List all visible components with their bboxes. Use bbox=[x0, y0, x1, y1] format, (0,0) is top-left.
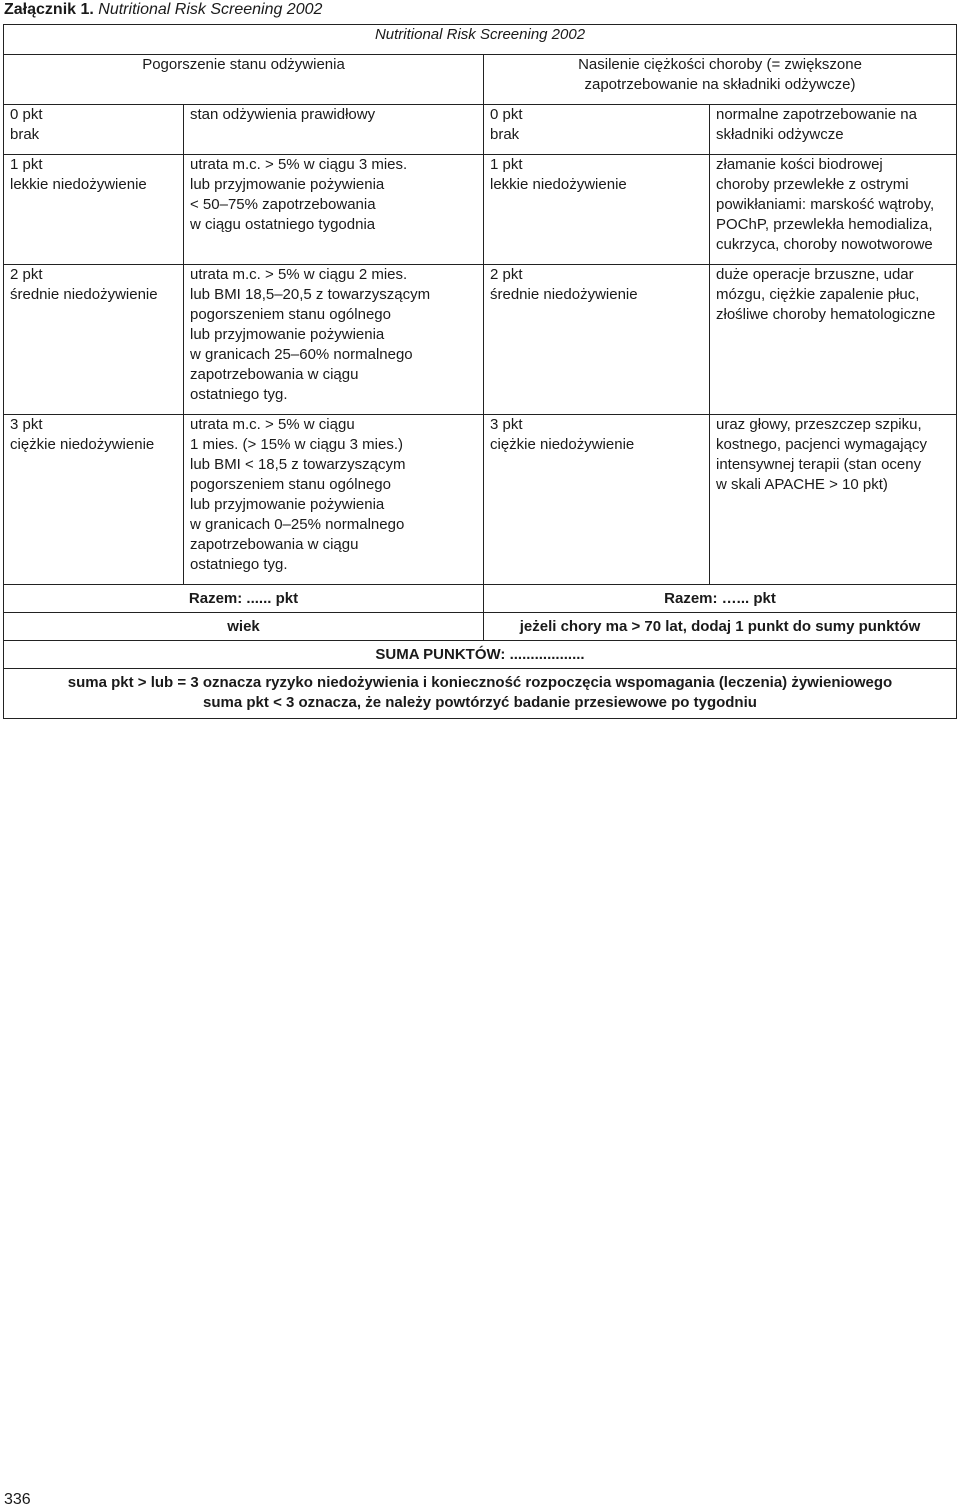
left-desc-1: utrata m.c. > 5% w ciągu 3 mies. lub przyjmowanie pożywienia < 50–75% zapotrzebowania w ciągu ostatniego tygodnia bbox=[184, 155, 484, 265]
age-label: wiek bbox=[4, 613, 484, 641]
caption-title: Nutritional Risk Screening 2002 bbox=[98, 1, 323, 18]
left-score-3: 3 pkt ciężkie niedożywienie bbox=[4, 415, 184, 585]
page-number: 336 bbox=[4, 1491, 31, 1508]
left-desc-0: stan odżywienia prawidłowy bbox=[184, 105, 484, 155]
conclusion-line-2: suma pkt < 3 oznacza, że należy powtórzyć badanie przesiewowe po tygodniu bbox=[203, 694, 757, 711]
left-score-1: 1 pkt lekkie niedożywienie bbox=[4, 155, 184, 265]
right-desc-2: duże operacje brzuszne, udar mózgu, ciężkie zapalenie płuc, złośliwe choroby hematologiczne bbox=[710, 265, 957, 415]
sum-points: SUMA PUNKTÓW: .................. bbox=[4, 641, 957, 669]
conclusion-line-1: suma pkt > lub = 3 oznacza ryzyko niedożywienia i konieczność rozpoczęcia wspomagania (leczenia) żywieniowego bbox=[67, 674, 893, 691]
right-desc-3: uraz głowy, przeszczep szpiku, kostnego, pacjenci wymagający intensywnej terapii (stan oceny w skali APACHE > 10 pkt) bbox=[710, 415, 957, 585]
right-desc-1: złamanie kości biodrowej choroby przewlekłe z ostrymi powikłaniami: marskość wątroby, POChP, przewlekła hemodializa, cukrzyca, choroby nowotworowe bbox=[710, 155, 957, 265]
right-score-3: 3 pkt ciężkie niedożywienie bbox=[484, 415, 710, 585]
nrs-2002-table bbox=[3, 24, 957, 719]
left-desc-3: utrata m.c. > 5% w ciągu 1 mies. (> 15% w ciągu 3 mies.) lub BMI < 18,5 z towarzyszącym pogorszeniem stanu ogólnego lub przyjmowanie pożywienia w granicach 0–25% normalnego zapotrzebowania w ciągu ostatniego tyg. bbox=[184, 415, 484, 585]
table-title: Nutritional Risk Screening 2002 bbox=[4, 25, 957, 55]
right-score-1: 1 pkt lekkie niedożywienie bbox=[484, 155, 710, 265]
left-desc-2: utrata m.c. > 5% w ciągu 2 mies. lub BMI 18,5–20,5 z towarzyszącym pogorszeniem stanu ogólnego lub przyjmowanie pożywienia w granicach 25–60% normalnego zapotrzebowania w ciągu ostatniego tyg. bbox=[184, 265, 484, 415]
right-desc-0: normalne zapotrzebowanie na składniki odżywcze bbox=[710, 105, 957, 155]
left-total: Razem: ...... pkt bbox=[4, 585, 484, 613]
left-score-0: 0 pkt brak bbox=[4, 105, 184, 155]
right-section-header: Nasilenie ciężkości choroby (= zwiększone zapotrzebowanie na składniki odżywcze) bbox=[484, 55, 957, 105]
conclusion bbox=[4, 669, 957, 719]
left-section-header: Pogorszenie stanu odżywienia bbox=[4, 55, 484, 105]
caption-label: Załącznik 1. bbox=[4, 1, 94, 18]
right-total: Razem: …... pkt bbox=[484, 585, 957, 613]
left-score-2: 2 pkt średnie niedożywienie bbox=[4, 265, 184, 415]
right-score-0: 0 pkt brak bbox=[484, 105, 710, 155]
document-caption bbox=[4, 0, 322, 20]
age-rule: jeżeli chory ma > 70 lat, dodaj 1 punkt do sumy punktów bbox=[484, 613, 957, 641]
right-score-2: 2 pkt średnie niedożywienie bbox=[484, 265, 710, 415]
